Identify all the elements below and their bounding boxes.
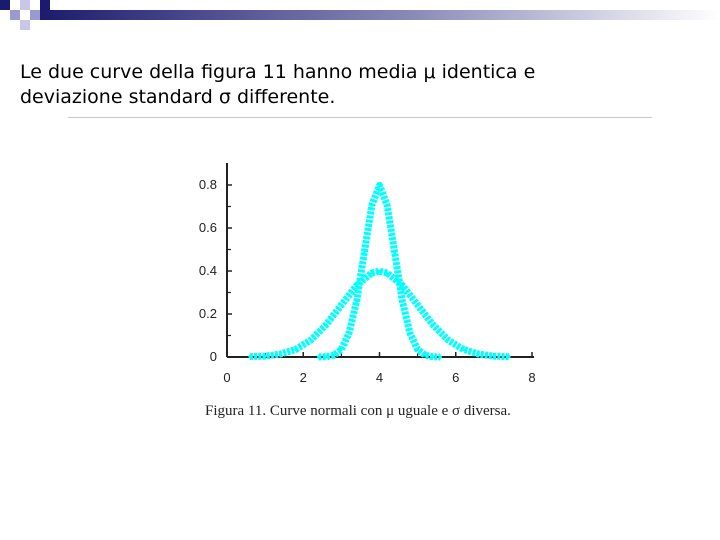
data-point	[439, 356, 442, 359]
data-point	[317, 356, 320, 359]
data-point	[340, 303, 343, 306]
data-point	[477, 352, 480, 355]
data-point	[431, 355, 434, 358]
data-point	[424, 354, 427, 357]
data-point	[508, 355, 511, 358]
data-point	[370, 271, 373, 274]
data-point	[332, 354, 335, 357]
y-tick-label: 0.2	[198, 306, 217, 321]
y-tick-label: 0	[209, 349, 217, 364]
data-point	[462, 348, 465, 351]
data-point	[447, 339, 450, 342]
data-point	[355, 284, 358, 287]
data-point	[492, 355, 495, 358]
data-point	[309, 339, 312, 342]
data-point	[340, 348, 343, 351]
y-tick-label: 0.8	[198, 177, 217, 192]
data-point	[325, 355, 328, 358]
data-point	[294, 348, 297, 351]
data-point	[370, 204, 373, 207]
data-point	[279, 352, 282, 355]
data-point	[431, 323, 434, 326]
data-point	[386, 204, 389, 207]
series-curve-2	[250, 271, 509, 357]
data-point	[409, 332, 412, 335]
data-point	[401, 284, 404, 287]
data-point	[416, 348, 419, 351]
data-point	[264, 355, 267, 358]
data-point	[248, 355, 251, 358]
x-tick-label: 2	[299, 370, 307, 385]
data-point	[378, 270, 381, 273]
x-tick-label: 0	[223, 370, 231, 385]
data-point	[386, 271, 389, 274]
figure-caption: Figura 11. Curve normali con μ uguale e σ diversa.	[205, 403, 511, 419]
y-tick-label: 0.4	[198, 263, 217, 278]
x-tick-label: 6	[452, 370, 460, 385]
heading-line-2: deviazione standard σ differente.	[20, 86, 336, 108]
data-point	[325, 323, 328, 326]
x-tick-label: 4	[375, 370, 384, 385]
series	[248, 184, 510, 359]
y-tick-label: 0.6	[198, 220, 217, 235]
data-point	[348, 332, 351, 335]
x-tick-label: 8	[528, 370, 536, 385]
data-point	[363, 251, 366, 254]
data-point	[378, 184, 381, 187]
data-point	[355, 300, 358, 303]
heading-line-1: Le due curve della figura 11 hanno media μ identica e	[20, 61, 536, 83]
data-point	[393, 251, 396, 254]
data-point	[416, 303, 419, 306]
data-point	[401, 300, 404, 303]
